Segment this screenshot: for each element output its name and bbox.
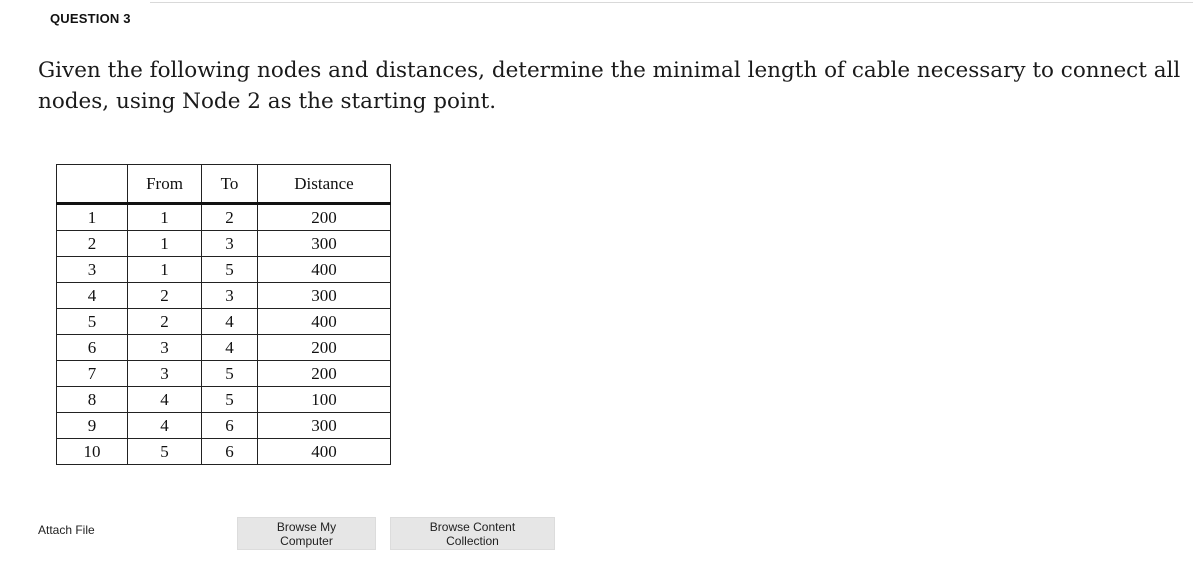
row-to: 2 (202, 204, 258, 231)
table-row (57, 204, 391, 231)
row-from: 4 (128, 387, 202, 413)
row-index: 5 (57, 309, 128, 335)
row-from: 3 (128, 361, 202, 387)
row-from: 2 (128, 283, 202, 309)
browse-content-collection-button[interactable]: Browse Content Collection (390, 517, 555, 550)
row-distance: 400 (258, 439, 391, 465)
row-index: 1 (57, 204, 128, 231)
row-from: 4 (128, 413, 202, 439)
row-distance: 400 (258, 309, 391, 335)
row-index: 3 (57, 257, 128, 283)
row-to: 5 (202, 257, 258, 283)
table-row (57, 231, 391, 257)
row-to: 3 (202, 283, 258, 309)
top-divider (150, 2, 1193, 3)
row-from: 1 (128, 231, 202, 257)
row-to: 5 (202, 361, 258, 387)
table-row (57, 387, 391, 413)
row-index: 7 (57, 361, 128, 387)
header-index (57, 165, 128, 204)
row-from: 3 (128, 335, 202, 361)
row-index: 9 (57, 413, 128, 439)
question-label: QUESTION 3 (50, 11, 131, 26)
table-row (57, 309, 391, 335)
row-distance: 200 (258, 335, 391, 361)
row-from: 1 (128, 204, 202, 231)
row-distance: 300 (258, 283, 391, 309)
row-distance: 100 (258, 387, 391, 413)
row-from: 5 (128, 439, 202, 465)
table-row (57, 413, 391, 439)
table-row (57, 283, 391, 309)
distance-table-wrapper (56, 164, 391, 465)
header-to: To (202, 165, 258, 204)
question-text: Given the following nodes and distances, determine the minimal length of cable necessary to connect all nodes, using Node 2 as the starting point. (38, 58, 1181, 114)
row-distance: 400 (258, 257, 391, 283)
row-from: 2 (128, 309, 202, 335)
row-to: 4 (202, 309, 258, 335)
attach-file-label: Attach File (38, 523, 95, 537)
row-index: 2 (57, 231, 128, 257)
table-row (57, 439, 391, 465)
row-index: 8 (57, 387, 128, 413)
browse-my-computer-button[interactable]: Browse My Computer (237, 517, 376, 550)
row-distance: 300 (258, 413, 391, 439)
row-to: 3 (202, 231, 258, 257)
row-to: 5 (202, 387, 258, 413)
row-index: 4 (57, 283, 128, 309)
row-index: 10 (57, 439, 128, 465)
row-distance: 300 (258, 231, 391, 257)
table-row (57, 257, 391, 283)
table-row (57, 335, 391, 361)
table-row (57, 361, 391, 387)
row-distance: 200 (258, 204, 391, 231)
row-to: 4 (202, 335, 258, 361)
row-from: 1 (128, 257, 202, 283)
header-distance: Distance (258, 165, 391, 204)
row-to: 6 (202, 439, 258, 465)
row-index: 6 (57, 335, 128, 361)
distance-table (56, 164, 391, 465)
table-header-row (57, 165, 391, 204)
row-distance: 200 (258, 361, 391, 387)
row-to: 6 (202, 413, 258, 439)
header-from: From (128, 165, 202, 204)
